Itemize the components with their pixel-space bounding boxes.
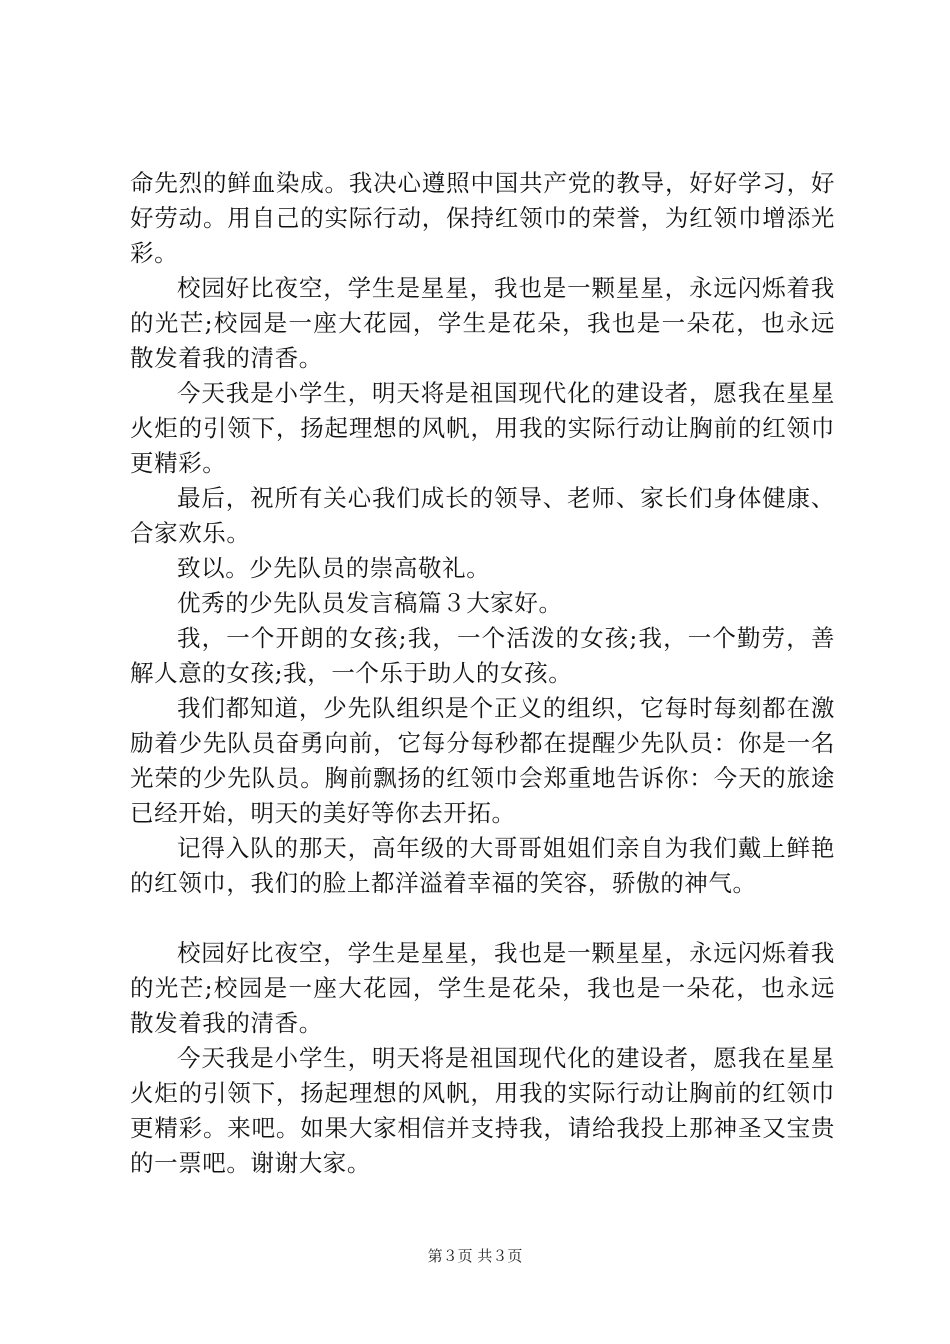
paragraph-1: 命先烈的鲜血染成。我决心遵照中国共产党的教导，好好学习，好好劳动。用自己的实际行动，保持红领巾的荣誉，为红领巾增添光彩。 — [130, 169, 835, 267]
paragraph-4: 最后，祝所有关心我们成长的领导、老师、家长们身体健康、合家欢乐。 — [130, 484, 835, 547]
paragraph-3: 今天我是小学生，明天将是祖国现代化的建设者，愿我在星星火炬的引领下，扬起理想的风帆，用我的实际行动让胸前的红领巾更精彩。 — [130, 379, 835, 477]
paragraph-11: 今天我是小学生，明天将是祖国现代化的建设者，愿我在星星火炬的引领下，扬起理想的风帆，用我的实际行动让胸前的红领巾更精彩。来吧。如果大家相信并支持我，请给我投上那神圣又宝贵的一票吧。谢谢大家。 — [130, 1044, 835, 1177]
paragraph-2: 校园好比夜空，学生是星星，我也是一颗星星，永远闪烁着我的光芒;校园是一座大花园，学生是花朵，我也是一朵花，也永远散发着我的清香。 — [130, 274, 835, 372]
page-footer: 第３页 共３页 — [427, 1247, 523, 1265]
paragraph-8: 我们都知道，少先队组织是个正义的组织，它每时每刻都在激励着少先队员奋勇向前，它每分每秒都在提醒少先队员：你是一名光荣的少先队员。胸前飘扬的红领巾会郑重地告诉你：今天的旅途已经开始，明天的美好等你去开拓。 — [130, 694, 835, 827]
paragraph-5: 致以。少先队员的崇高敬礼。 — [177, 554, 491, 582]
paragraph-7: 我，一个开朗的女孩;我，一个活泼的女孩;我，一个勤劳，善解人意的女孩;我，一个乐于助人的女孩。 — [130, 624, 835, 687]
document-body — [130, 166, 835, 1181]
paragraph-spacer — [130, 901, 835, 936]
paragraph-6: 优秀的少先队员发言稿篇３大家好。 — [177, 589, 563, 617]
paragraph-10: 校园好比夜空，学生是星星，我也是一颗星星，永远闪烁着我的光芒;校园是一座大花园，学生是花朵，我也是一朵花，也永远散发着我的清香。 — [130, 939, 835, 1037]
paragraph-9: 记得入队的那天，高年级的大哥哥姐姐们亲自为我们戴上鲜艳的红领巾，我们的脸上都洋溢着幸福的笑容，骄傲的神气。 — [130, 834, 835, 897]
